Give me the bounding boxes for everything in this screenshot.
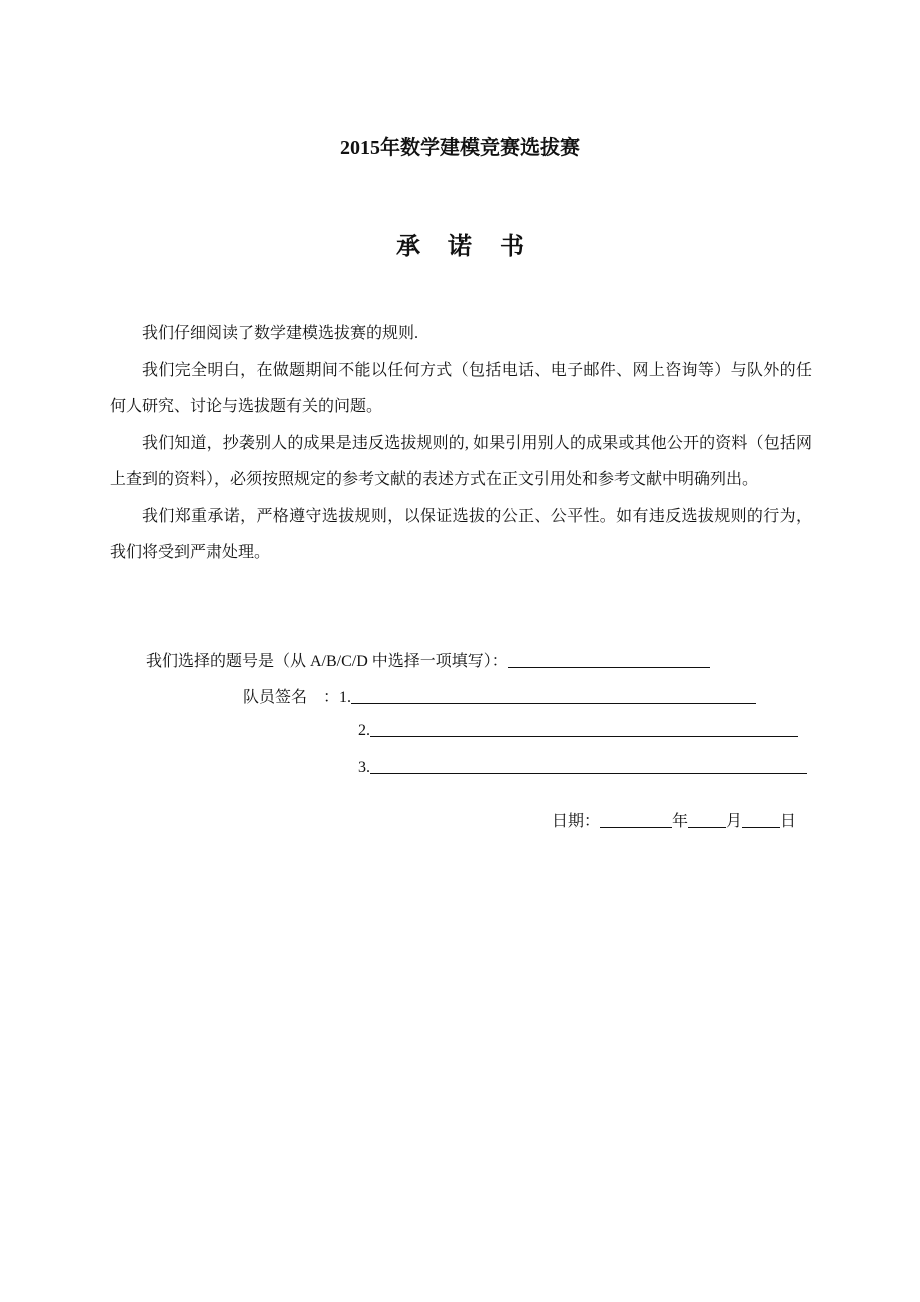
month-blank[interactable] bbox=[688, 811, 726, 828]
member-signature-blank-2[interactable] bbox=[370, 720, 798, 737]
month-label: 月 bbox=[726, 813, 743, 830]
pledge-body bbox=[110, 316, 812, 572]
problem-choice-label: 我们选择的题号是（从 A/B/C/D 中选择一项填写）： bbox=[146, 653, 508, 670]
day-label: 日 bbox=[780, 813, 797, 830]
member-signature-blank-3[interactable] bbox=[370, 757, 807, 774]
member-number: 2. bbox=[358, 722, 370, 739]
member-number: 1. bbox=[339, 689, 352, 706]
paragraph: 我们仔细阅读了数学建模选拔赛的规则. bbox=[142, 325, 419, 342]
pledge-title: 承诺书 bbox=[396, 234, 552, 260]
member-signature-row-2 bbox=[358, 720, 798, 740]
contest-title: 2015年数学建模竞赛选拔赛 bbox=[340, 137, 580, 159]
member-signature-row-1 bbox=[243, 684, 756, 707]
problem-choice-blank[interactable] bbox=[508, 651, 710, 668]
day-blank[interactable] bbox=[742, 811, 780, 828]
member-signature-row-3 bbox=[358, 757, 807, 777]
member-signature-blank-1[interactable] bbox=[351, 687, 756, 704]
paragraph: 我们完全明白，在做题期间不能以任何方式（包括电话、电子邮件、网上咨询等）与队外的任何人研究、讨论与选拔题有关的问题。 bbox=[110, 361, 812, 415]
member-signature-label: 队员签名 ： bbox=[243, 689, 340, 706]
date-row bbox=[552, 808, 796, 831]
year-blank[interactable] bbox=[600, 811, 672, 828]
problem-choice-row bbox=[146, 648, 710, 671]
year-label: 年 bbox=[672, 813, 689, 830]
member-number: 3. bbox=[358, 759, 370, 776]
paragraph: 我们知道，抄袭别人的成果是违反选拔规则的, 如果引用别人的成果或其他公开的资料（包括网上查到的资料），必须按照规定的参考文献的表述方式在正文引用处和参考文献中明确列出。 bbox=[110, 434, 812, 488]
date-label: 日期： bbox=[552, 813, 601, 830]
paragraph: 我们郑重承诺，严格遵守选拔规则，以保证选拔的公正、公平性。如有违反选拔规则的行为，我们将受到严肃处理。 bbox=[110, 507, 812, 561]
